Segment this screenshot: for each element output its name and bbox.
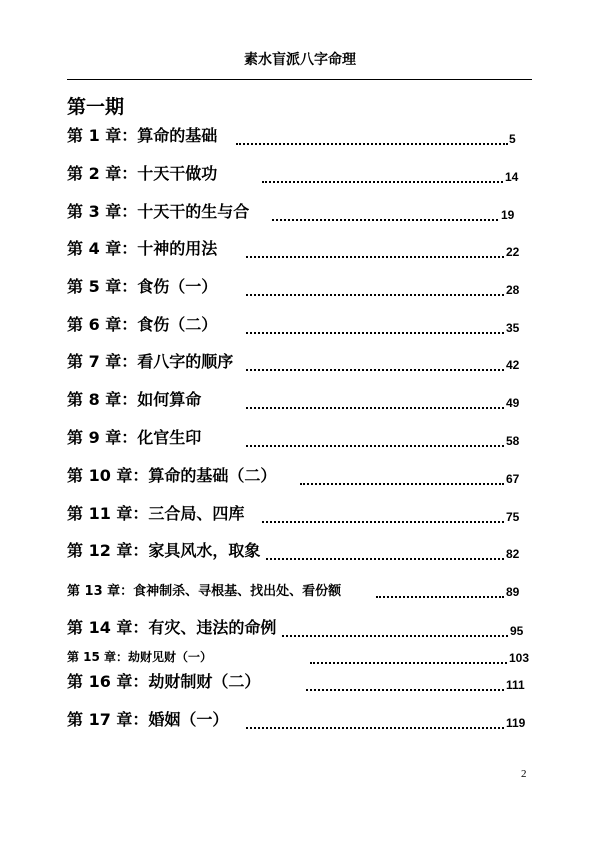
toc-entry-page: 5	[509, 132, 516, 146]
toc-entry-label: 第 16 章：劫财制财（二）	[67, 672, 261, 691]
toc-entry[interactable]	[0, 462, 600, 492]
document-header-title: 素水盲派八字命理	[244, 52, 356, 68]
header-divider	[67, 79, 532, 80]
toc-entry-page: 103	[509, 651, 530, 665]
toc-entry-page: 58	[506, 434, 520, 448]
toc-entry-page: 82	[506, 547, 520, 561]
toc-entry-page: 89	[506, 585, 520, 599]
toc-entry[interactable]	[0, 160, 600, 190]
toc-entry-label: 第 6 章：食伤（二）	[67, 315, 218, 334]
toc-leader-dots	[246, 256, 504, 258]
toc-leader-dots	[262, 181, 503, 183]
toc-entry-label: 第 11 章：三合局、四库	[67, 504, 245, 523]
toc-leader-dots	[310, 662, 507, 664]
toc-entry[interactable]	[0, 311, 600, 341]
toc-leader-dots	[272, 219, 498, 221]
toc-entry-label: 第 13 章：食神制杀、寻根基、找出处、看份额	[67, 584, 342, 599]
toc-entry[interactable]	[0, 386, 600, 416]
toc-entry[interactable]	[0, 122, 600, 152]
toc-entry-label: 第 8 章：如何算命	[67, 390, 202, 409]
toc-entry-label: 第 2 章：十天干做功	[67, 164, 218, 183]
toc-entry[interactable]	[0, 537, 600, 567]
toc-entry-label: 第 17 章：婚姻（一）	[67, 710, 229, 729]
toc-entry[interactable]	[0, 348, 600, 378]
toc-leader-dots	[266, 558, 504, 560]
toc-entry[interactable]	[0, 198, 600, 228]
page-number: 2	[521, 768, 527, 780]
toc-entry-page: 111	[506, 678, 525, 692]
toc-entry-label: 第 15 章：劫财见财（一）	[67, 650, 213, 664]
toc-entry-label: 第 9 章：化官生印	[67, 428, 202, 447]
toc-entry[interactable]	[0, 273, 600, 303]
toc-entry[interactable]	[0, 641, 600, 671]
toc-entry-page: 75	[506, 510, 520, 524]
toc-entry-page: 95	[510, 624, 524, 638]
toc-entry-page: 42	[506, 358, 520, 372]
toc-entry[interactable]	[0, 706, 600, 736]
toc-entry-label: 第 4 章：十神的用法	[67, 239, 218, 258]
toc-leader-dots	[246, 407, 504, 409]
toc-entry[interactable]	[0, 235, 600, 265]
toc-leader-dots	[262, 521, 504, 523]
toc-entry-page: 49	[506, 396, 520, 410]
toc-leader-dots	[246, 445, 504, 447]
toc-leader-dots	[246, 332, 504, 334]
toc-entry-page: 19	[501, 208, 515, 222]
toc-entry-label: 第 5 章：食伤（一）	[67, 277, 218, 296]
toc-entry-page: 119	[506, 716, 526, 730]
toc-entry-page: 35	[506, 321, 520, 335]
toc-entry[interactable]	[0, 575, 600, 605]
toc-entry-page: 28	[506, 283, 520, 297]
toc-entry[interactable]	[0, 668, 600, 698]
toc-entry-label: 第 10 章：算命的基础（二）	[67, 466, 277, 485]
toc-leader-dots	[376, 596, 504, 598]
section-title: 第一期	[67, 96, 125, 118]
toc-entry-page: 67	[506, 472, 520, 486]
toc-entry-label: 第 12 章：家具风水，取象	[67, 541, 261, 560]
toc-leader-dots	[246, 369, 504, 371]
toc-leader-dots	[246, 294, 504, 296]
toc-leader-dots	[236, 143, 508, 145]
toc-entry-label: 第 7 章：看八字的顺序	[67, 352, 234, 371]
toc-entry-page: 14	[505, 170, 519, 184]
toc-leader-dots	[246, 727, 504, 729]
toc-entry[interactable]	[0, 614, 600, 644]
toc-entry-label: 第 14 章：有灾、违法的命例	[67, 618, 277, 637]
toc-entry[interactable]	[0, 500, 600, 530]
toc-entry-label: 第 1 章：算命的基础	[67, 126, 218, 145]
toc-leader-dots	[282, 635, 508, 637]
toc-entry-page: 22	[506, 245, 520, 259]
toc-entry[interactable]	[0, 424, 600, 454]
toc-leader-dots	[300, 483, 504, 485]
toc-leader-dots	[306, 689, 504, 691]
toc-entry-label: 第 3 章：十天干的生与合	[67, 202, 250, 221]
